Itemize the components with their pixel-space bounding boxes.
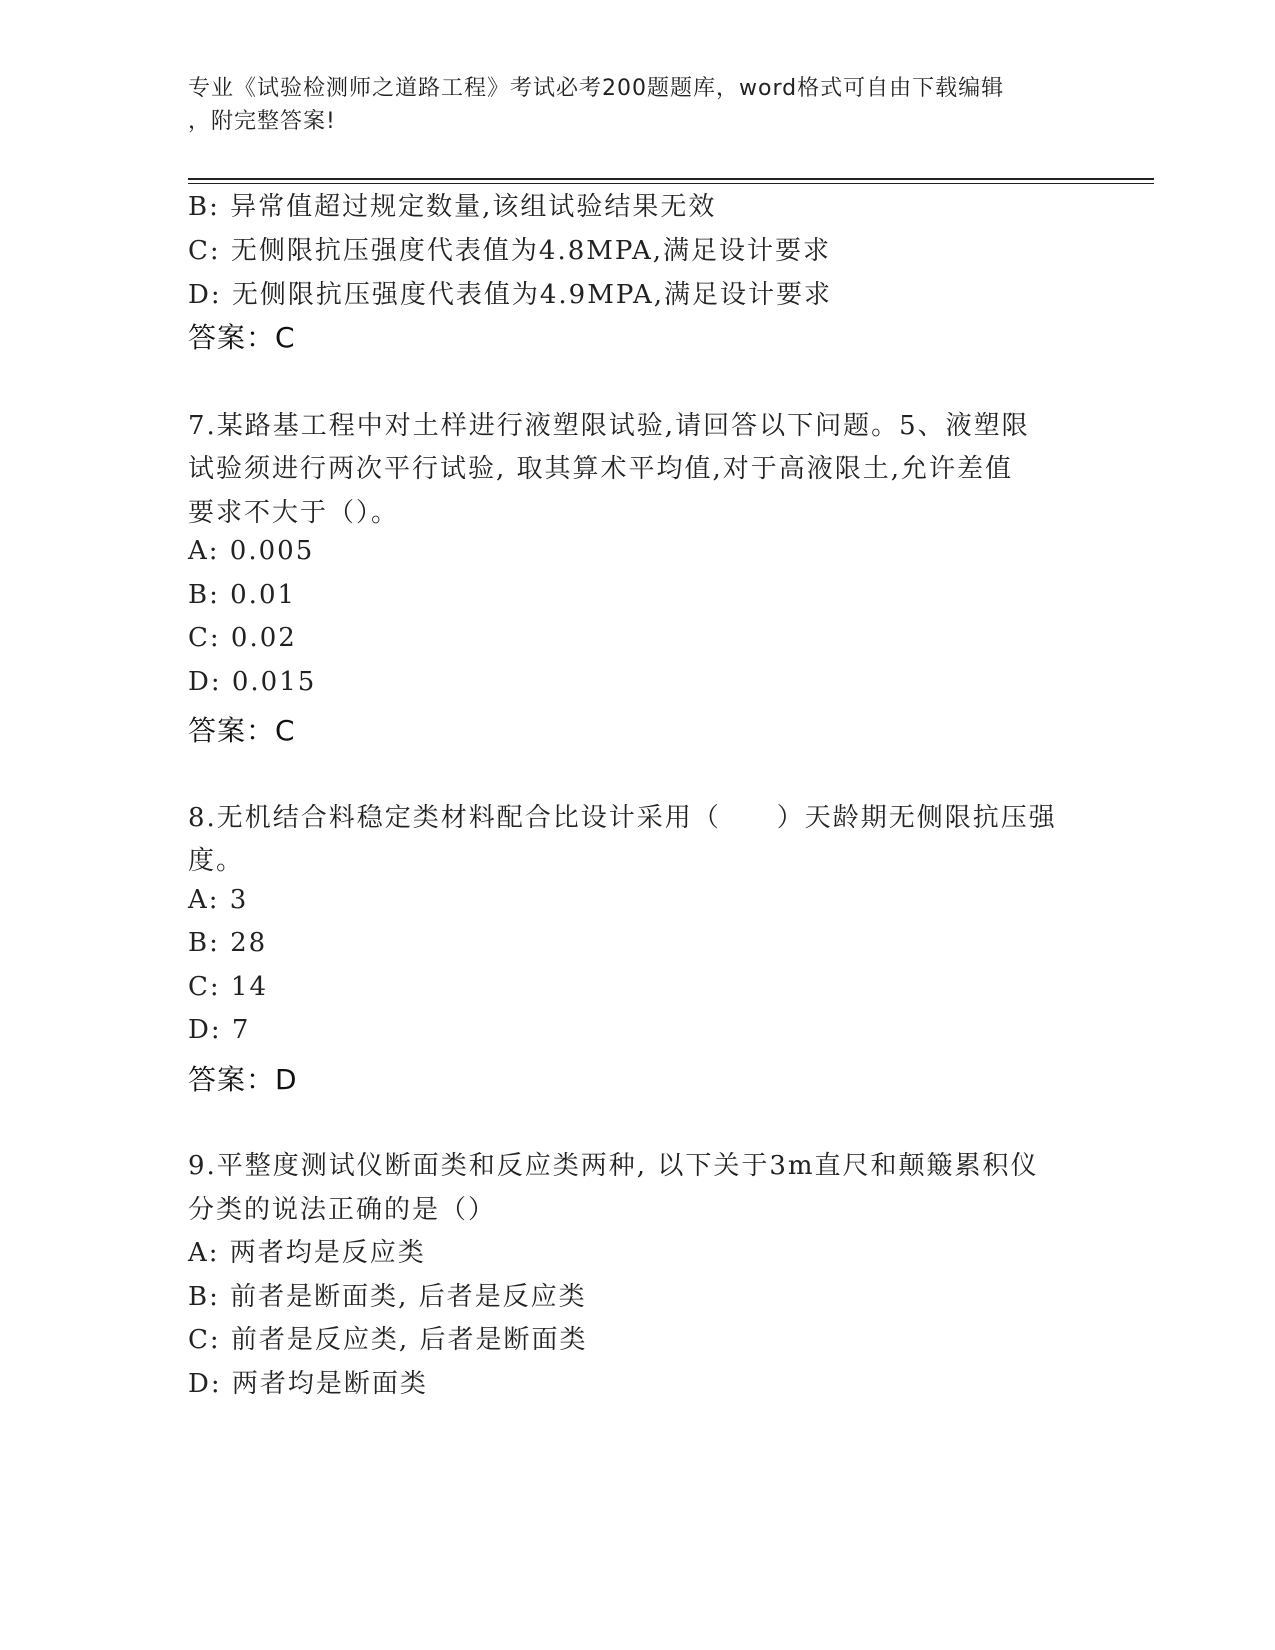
q8-option-c: C: 14 [188, 972, 269, 1002]
q8-stem-line-1: 8.无机结合料稳定类材料配合比设计采用（ ）天龄期无侧限抗压强 [188, 803, 1057, 833]
q9-option-a: A: 两者均是反应类 [188, 1238, 426, 1268]
q8-answer: 答案：D [188, 1063, 298, 1096]
q7-stem-line-2: 试验须进行两次平行试验, 取其算术平均值,对于高液限土,允许差值 [188, 454, 1014, 484]
q7-stem-line-1: 7.某路基工程中对土样进行液塑限试验,请回答以下问题。5、液塑限 [188, 411, 1030, 441]
q7-stem-line-3: 要求不大于（）。 [188, 498, 400, 528]
q9-stem-line-1: 9.平整度测试仪断面类和反应类两种, 以下关于3m直尺和颠簸累积仪 [188, 1151, 1039, 1181]
q8-stem-line-2: 度。 [188, 846, 245, 876]
q9-option-c: C: 前者是反应类, 后者是断面类 [188, 1325, 588, 1355]
q9-option-b: B: 前者是断面类, 后者是反应类 [188, 1282, 587, 1312]
q7-option-c: C: 0.02 [188, 623, 297, 653]
q8-option-d: D: 7 [188, 1015, 251, 1045]
q6-answer: 答案：C [188, 321, 296, 354]
header-divider-thick [188, 178, 1154, 180]
header-divider-thin [188, 183, 1154, 184]
q7-option-a: A: 0.005 [188, 536, 315, 566]
q7-option-b: B: 0.01 [188, 580, 297, 610]
q6-option-b: B: 异常值超过规定数量,该组试验结果无效 [188, 192, 717, 222]
q9-stem-line-2: 分类的说法正确的是（） [188, 1195, 497, 1225]
q7-answer: 答案：C [188, 714, 296, 747]
document-header [188, 72, 1088, 138]
header-title-line-2: ，附完整答案! [188, 109, 336, 134]
q9-option-d: D: 两者均是断面类 [188, 1369, 428, 1399]
q8-option-a: A: 3 [188, 885, 249, 915]
q6-option-d: D: 无侧限抗压强度代表值为4.9MPA,满足设计要求 [188, 280, 832, 310]
q8-option-b: B: 28 [188, 928, 268, 958]
q6-option-c: C: 无侧限抗压强度代表值为4.8MPA,满足设计要求 [188, 236, 832, 266]
q7-option-d: D: 0.015 [188, 667, 317, 697]
header-title-line-1: 专业《试验检测师之道路工程》考试必考200题题库，word格式可自由下载编辑 [188, 76, 1005, 101]
